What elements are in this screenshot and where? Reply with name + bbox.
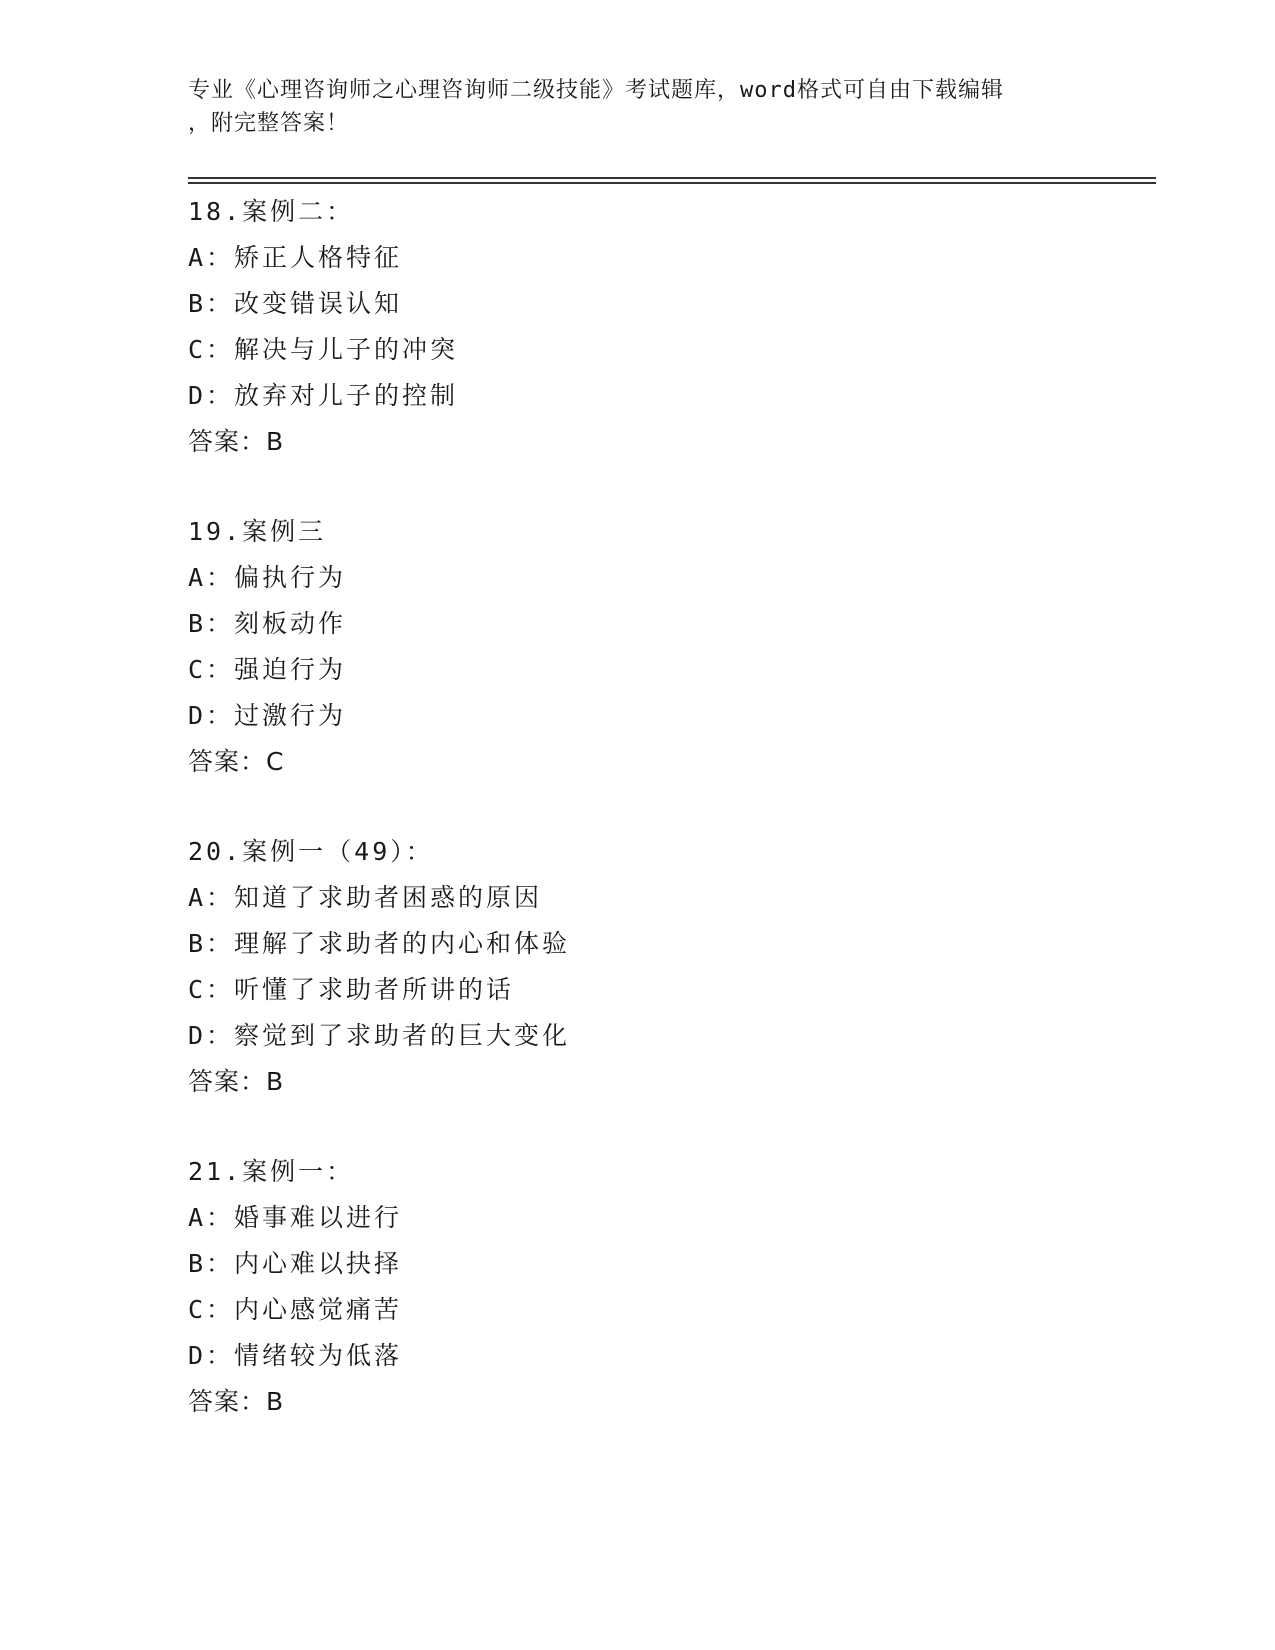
answer-line: 答案：B [188, 427, 285, 456]
question-list [188, 189, 1148, 1469]
question-18 [188, 189, 1148, 509]
option-a: A：偏执行为 [188, 563, 347, 592]
option-b: B：理解了求助者的内心和体验 [188, 929, 571, 958]
option-c: C：强迫行为 [188, 655, 347, 684]
option-a: A：知道了求助者困惑的原因 [188, 883, 543, 912]
header-line-1: 专业《心理咨询师之心理咨询师二级技能》考试题库，word格式可自由下载编辑 [188, 78, 1004, 103]
question-21 [188, 1149, 1148, 1469]
option-c: C：解决与儿子的冲突 [188, 335, 459, 364]
header-line-2: ，附完整答案！ [188, 111, 350, 136]
option-c: C：听懂了求助者所讲的话 [188, 975, 515, 1004]
question-19 [188, 509, 1148, 829]
answer-line: 答案：B [188, 1387, 285, 1416]
option-b: B：刻板动作 [188, 609, 347, 638]
option-c: C：内心感觉痛苦 [188, 1295, 403, 1324]
header-divider-top [188, 177, 1156, 179]
question-stem: 18.案例二： [188, 197, 355, 226]
option-d: D：察觉到了求助者的巨大变化 [188, 1021, 571, 1050]
option-a: A：矫正人格特征 [188, 243, 403, 272]
document-header [188, 74, 1088, 140]
option-a: A：婚事难以进行 [188, 1203, 403, 1232]
option-d: D：放弃对儿子的控制 [188, 381, 459, 410]
option-b: B：内心难以抉择 [188, 1249, 403, 1278]
answer-line: 答案：B [188, 1067, 285, 1096]
option-b: B：改变错误认知 [188, 289, 403, 318]
question-stem: 20.案例一（49）： [188, 837, 434, 866]
question-stem: 21.案例一： [188, 1157, 355, 1186]
option-d: D：情绪较为低落 [188, 1341, 403, 1370]
answer-line: 答案：C [188, 747, 285, 776]
question-20 [188, 829, 1148, 1149]
option-d: D：过激行为 [188, 701, 347, 730]
header-divider-bottom [188, 182, 1156, 184]
question-stem: 19.案例三 [188, 517, 327, 546]
